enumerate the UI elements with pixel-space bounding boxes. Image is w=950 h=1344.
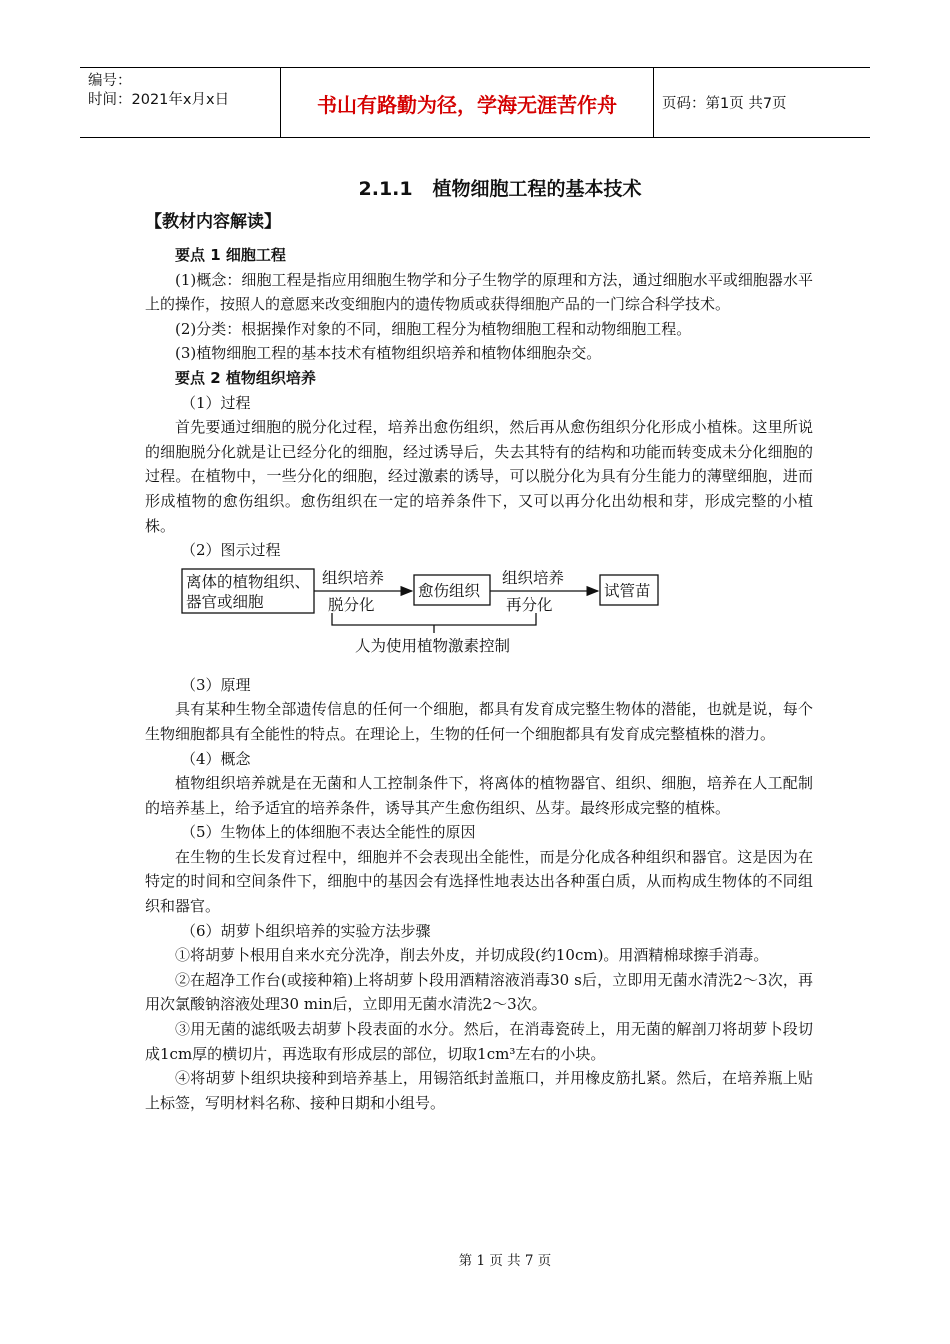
paragraph: 首先要通过细胞的脱分化过程，培养出愈伤组织，然后再从愈伤组织分化形成小植株。这里所说的细胞脱分化就是让已经分化的细胞，经过诱导后，失去其特有的结构和功能而转变成未分化细胞的过程。在植物中，一些分化的细胞，经过激素的诱导，可以脱分化为具有分生能力的薄壁细胞，进而形成植物的愈伤组织。愈伤组织在一定的培养条件下，又可以再分化出幼根和芽，形成完整的小植株。 [145,418,813,535]
arrow2-top-label: 组织培养 [502,568,565,587]
paragraph: 在生物的生长发育过程中，细胞并不会表现出全能性，而是分化成各种组织和器官。这是因为在特定的时间和空间条件下，细胞中的基因会有选择性地表达出各种蛋白质，从而构成生物体的不同组织和器官。 [145,847,813,916]
process-diagram-svg [180,565,680,665]
subheading: 要点 1 细胞工程 [175,246,286,264]
header-page-info: 页码：第1页 共7页 [662,96,787,112]
time-label: 时间：2021年x月x日 [88,92,230,108]
title-text: 植物细胞工程的基本技术 [432,178,642,200]
arrow1-bottom-label: 脱分化 [328,595,375,614]
number-label: 编号： [88,73,132,89]
box-explant-line2: 器官或细胞 [186,592,264,611]
title-number: 2.1.1 [358,178,413,200]
paragraph: ②在超净工作台(或接种箱)上将胡萝卜段用酒精溶液消毒30 s后，立即用无菌水清洗2～3次，再用次氯酸钠溶液处理30 min后，立即用无菌水清洗2～3次。 [145,970,813,1014]
section-heading: 【教材内容解读】 [145,212,281,232]
header-motto: 书山有路勤为径，学海无涯苦作舟 [281,68,654,137]
process-diagram [145,563,813,673]
paragraph: 具有某种生物全部遗传信息的任何一个细胞，都具有发育成完整生物体的潜能，也就是说，每个生物细胞都具有全能性的特点。在理论上，生物的任何一个细胞都具有发育成完整植株的潜力。 [145,700,813,743]
box-callus-label: 愈伤组织 [418,581,481,600]
body-part-1 [145,243,813,563]
page-footer: 第 1 页 共 7 页 [458,1253,552,1269]
paragraph: (3)植物细胞工程的基本技术有植物组织培养和植物体细胞杂交。 [175,344,602,363]
page-header [80,67,870,138]
paragraph: （1）过程 [181,393,251,412]
box-explant-line1: 离体的植物组织、 [186,572,311,591]
paragraph: (1)概念：细胞工程是指应用细胞生物学和分子生物学的原理和方法，通过细胞水平或细胞器水平上的操作，按照人的意愿来改变细胞内的遗传物质或获得细胞产品的一门综合科学技术。 [145,270,813,314]
paragraph: （5）生物体上的体细胞不表达全能性的原因 [181,823,476,842]
page-title [0,174,950,201]
paragraph: (2)分类：根据操作对象的不同，细胞工程分为植物细胞工程和动物细胞工程。 [175,319,692,338]
arrow2-bottom-label: 再分化 [506,595,553,614]
paragraph: （3）原理 [181,675,251,694]
box-plantlet-label: 试管苗 [604,581,651,600]
body-part-2 [145,673,813,1116]
document-body [145,243,813,1115]
arrow1-top-label: 组织培养 [322,568,385,587]
paragraph: ④将胡萝卜组织块接种到培养基上，用锡箔纸封盖瓶口，并用橡皮筋扎紧。然后，在培养瓶上贴上标签，写明材料名称、接种日期和小组号。 [145,1069,813,1112]
paragraph: ③用无菌的滤纸吸去胡萝卜段表面的水分。然后，在消毒瓷砖上，用无菌的解剖刀将胡萝卜段切成1cm厚的横切片，再选取有形成层的部位，切取1cm³左右的小块。 [145,1020,813,1063]
paragraph: （6）胡萝卜组织培养的实验方法步骤 [181,921,431,940]
hormone-bracket [332,613,536,625]
subheading: 要点 2 植物组织培养 [175,368,316,387]
paragraph: ①将胡萝卜根用自来水充分洗净，削去外皮，并切成段(约10cm)。用酒精棉球擦手消毒。 [175,946,769,965]
paragraph: （4）概念 [181,749,251,768]
header-meta [80,68,281,137]
paragraph: （2）图示过程 [181,541,281,560]
hormone-bracket-label: 人为使用植物激素控制 [355,636,511,655]
paragraph: 植物组织培养就是在无菌和人工控制条件下，将离体的植物器官、组织、细胞，培养在人工配制的培养基上，给予适宜的培养条件，诱导其产生愈伤组织、丛芽。最终形成完整的植株。 [145,774,813,817]
